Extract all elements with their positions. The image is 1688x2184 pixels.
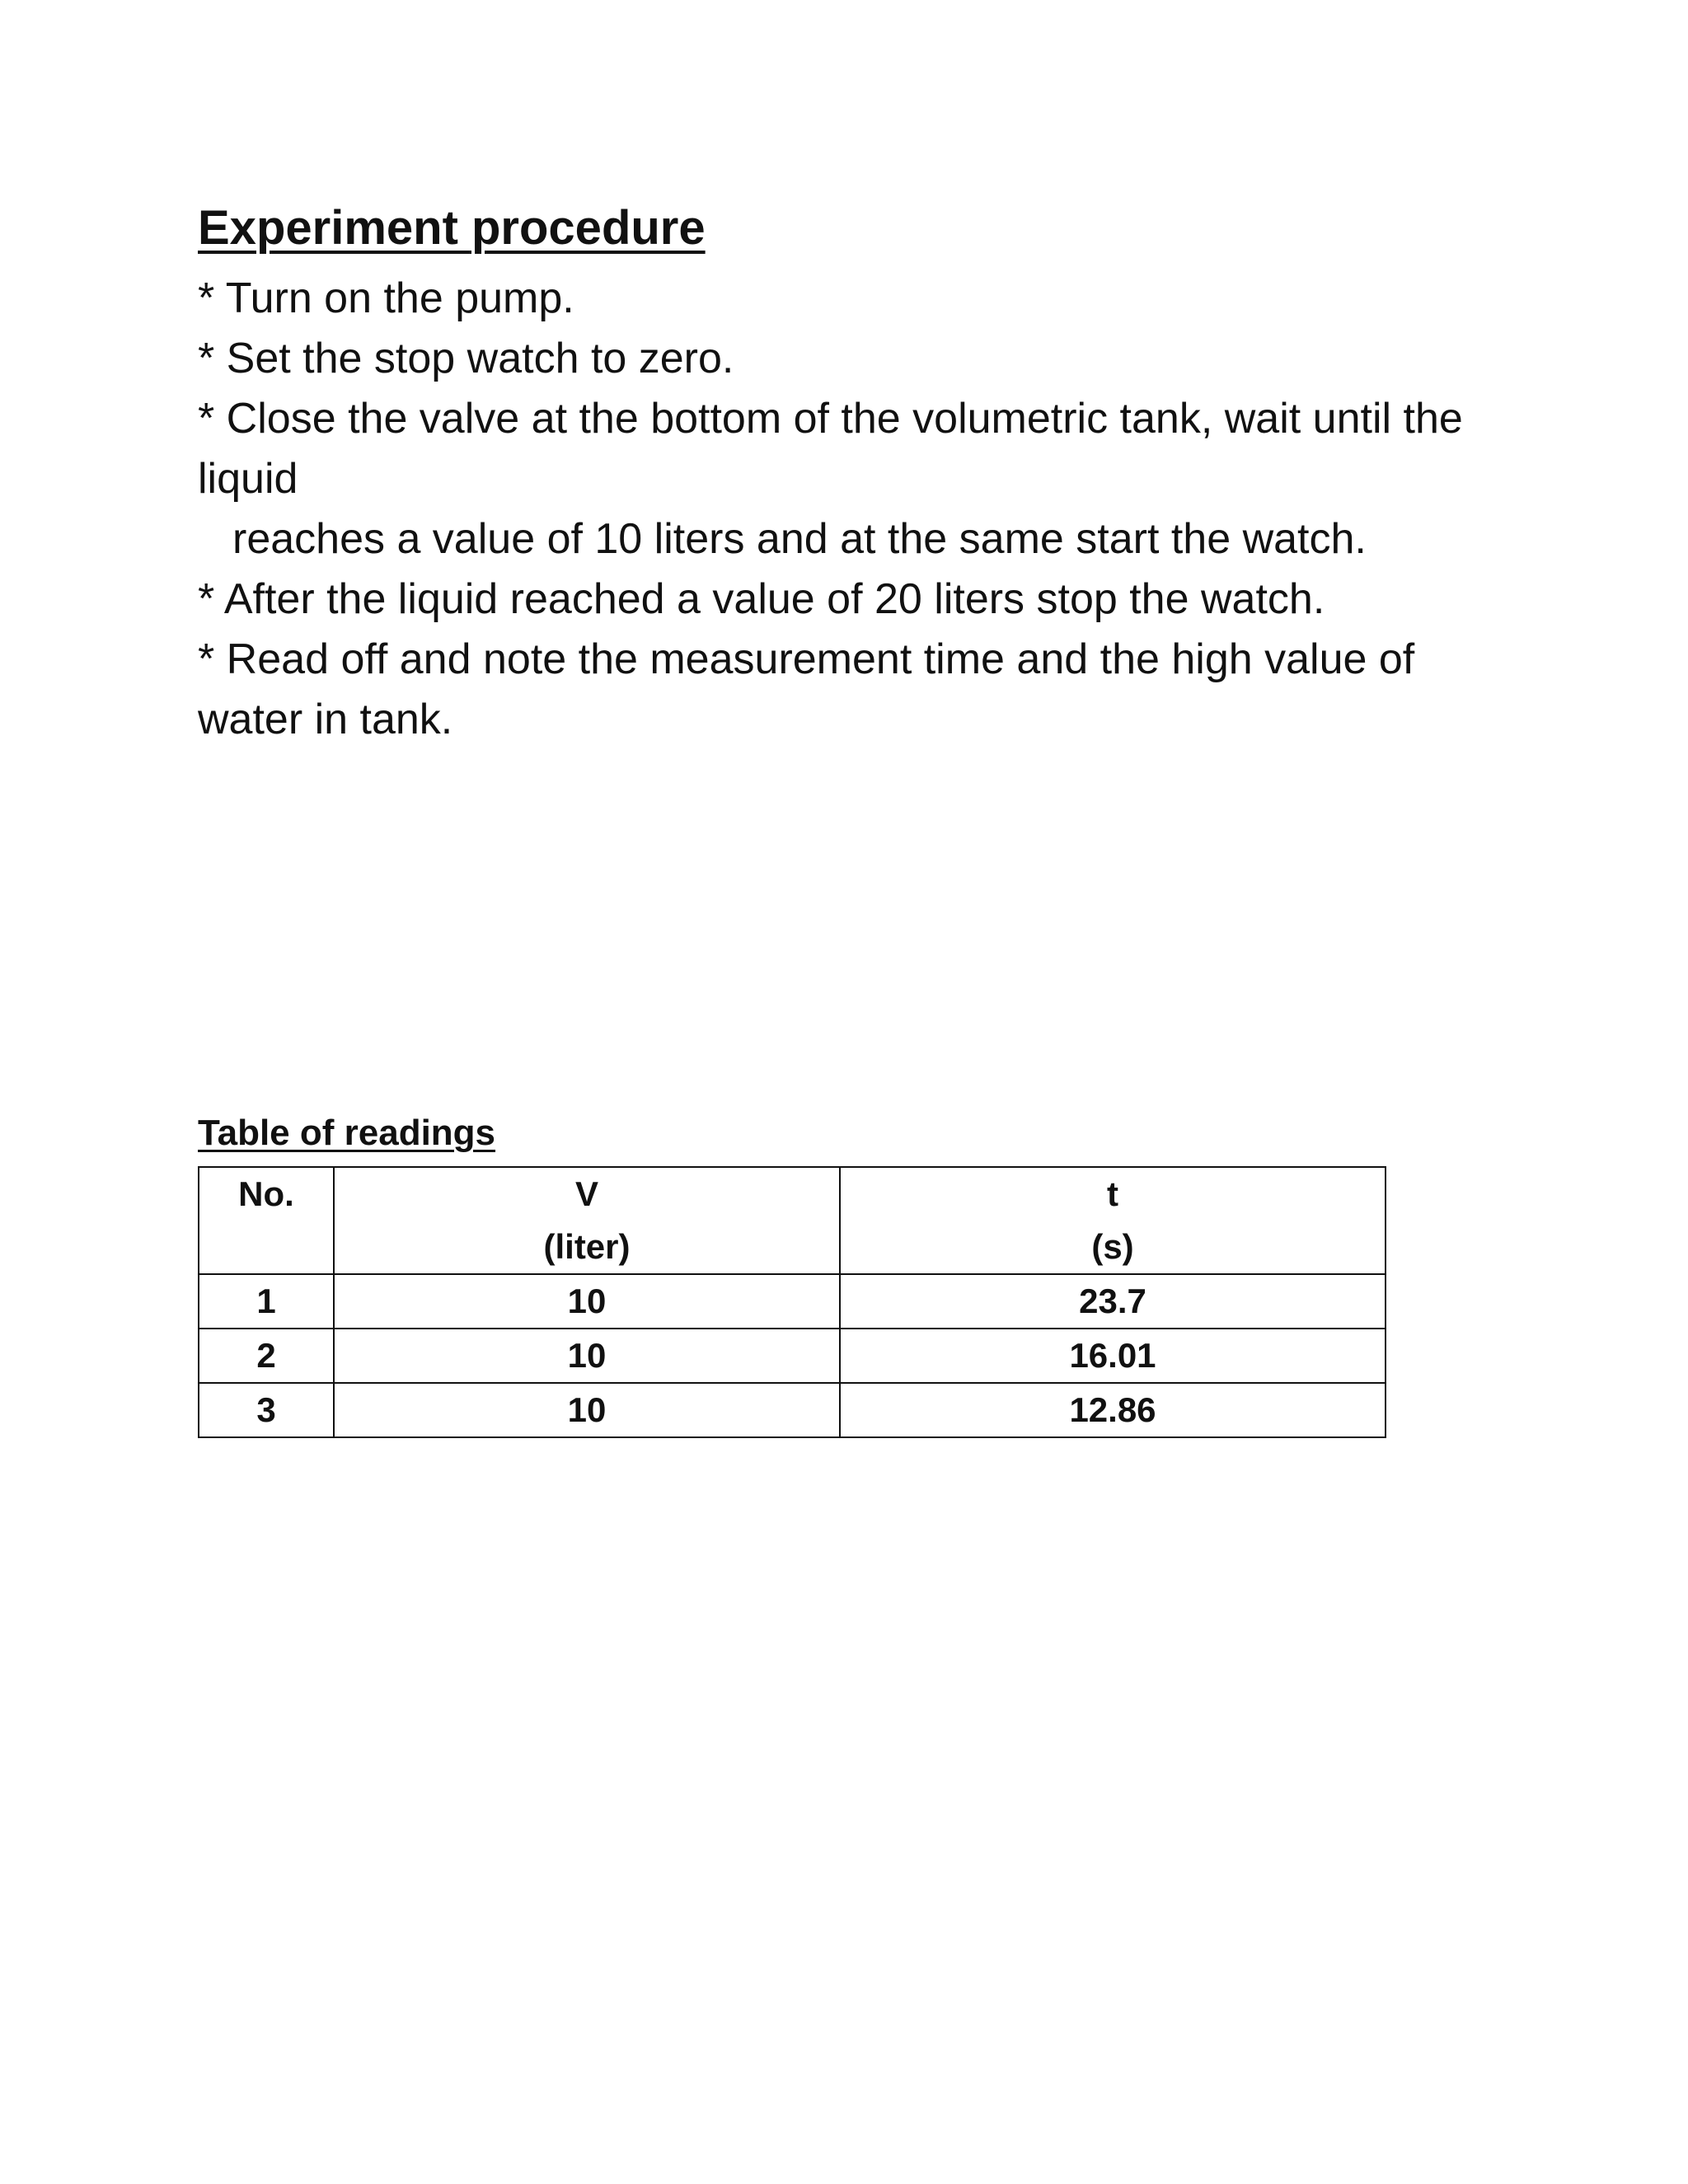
procedure-step — [198, 569, 1484, 630]
step-text: * Turn on the pump. — [198, 274, 574, 322]
procedure-step-continuation — [198, 509, 1484, 569]
procedure-step — [198, 269, 1484, 329]
step-text: * Read off and note the measurement time and the high value of water in tank. — [198, 635, 1415, 743]
procedure-heading: Experiment procedure — [198, 201, 706, 255]
readings-table-title: Table of readings — [198, 1113, 496, 1153]
cell-no: 1 — [199, 1274, 334, 1329]
column-name: V — [574, 1174, 598, 1213]
table-row — [199, 1383, 1386, 1437]
column-header-t — [840, 1167, 1386, 1274]
cell-time: 23.7 — [840, 1274, 1386, 1329]
table-row — [199, 1274, 1386, 1329]
column-unit: (s) — [1091, 1227, 1134, 1266]
cell-volume: 10 — [334, 1329, 840, 1383]
column-name: No. — [238, 1174, 294, 1213]
column-unit: (liter) — [543, 1227, 631, 1266]
cell-no: 2 — [199, 1329, 334, 1383]
step-text: * Close the valve at the bottom of the volumetric tank, wait until the liquid — [198, 395, 1463, 503]
column-header-no — [199, 1167, 334, 1274]
column-name: t — [1107, 1174, 1118, 1213]
cell-no: 3 — [199, 1383, 334, 1437]
table-row — [199, 1329, 1386, 1383]
cell-volume: 10 — [334, 1383, 840, 1437]
step-text: * After the liquid reached a value of 20 liters stop the watch. — [198, 575, 1325, 623]
readings-table — [198, 1166, 1386, 1438]
cell-time: 16.01 — [840, 1329, 1386, 1383]
step-text: reaches a value of 10 liters and at the same start the watch. — [232, 515, 1367, 563]
cell-time: 12.86 — [840, 1383, 1386, 1437]
step-text: * Set the stop watch to zero. — [198, 335, 734, 382]
cell-volume: 10 — [334, 1274, 840, 1329]
procedure-steps — [198, 269, 1484, 750]
procedure-step — [198, 329, 1484, 389]
procedure-step — [198, 630, 1484, 750]
procedure-step — [198, 389, 1484, 509]
table-header-row — [199, 1167, 1386, 1274]
column-header-v — [334, 1167, 840, 1274]
